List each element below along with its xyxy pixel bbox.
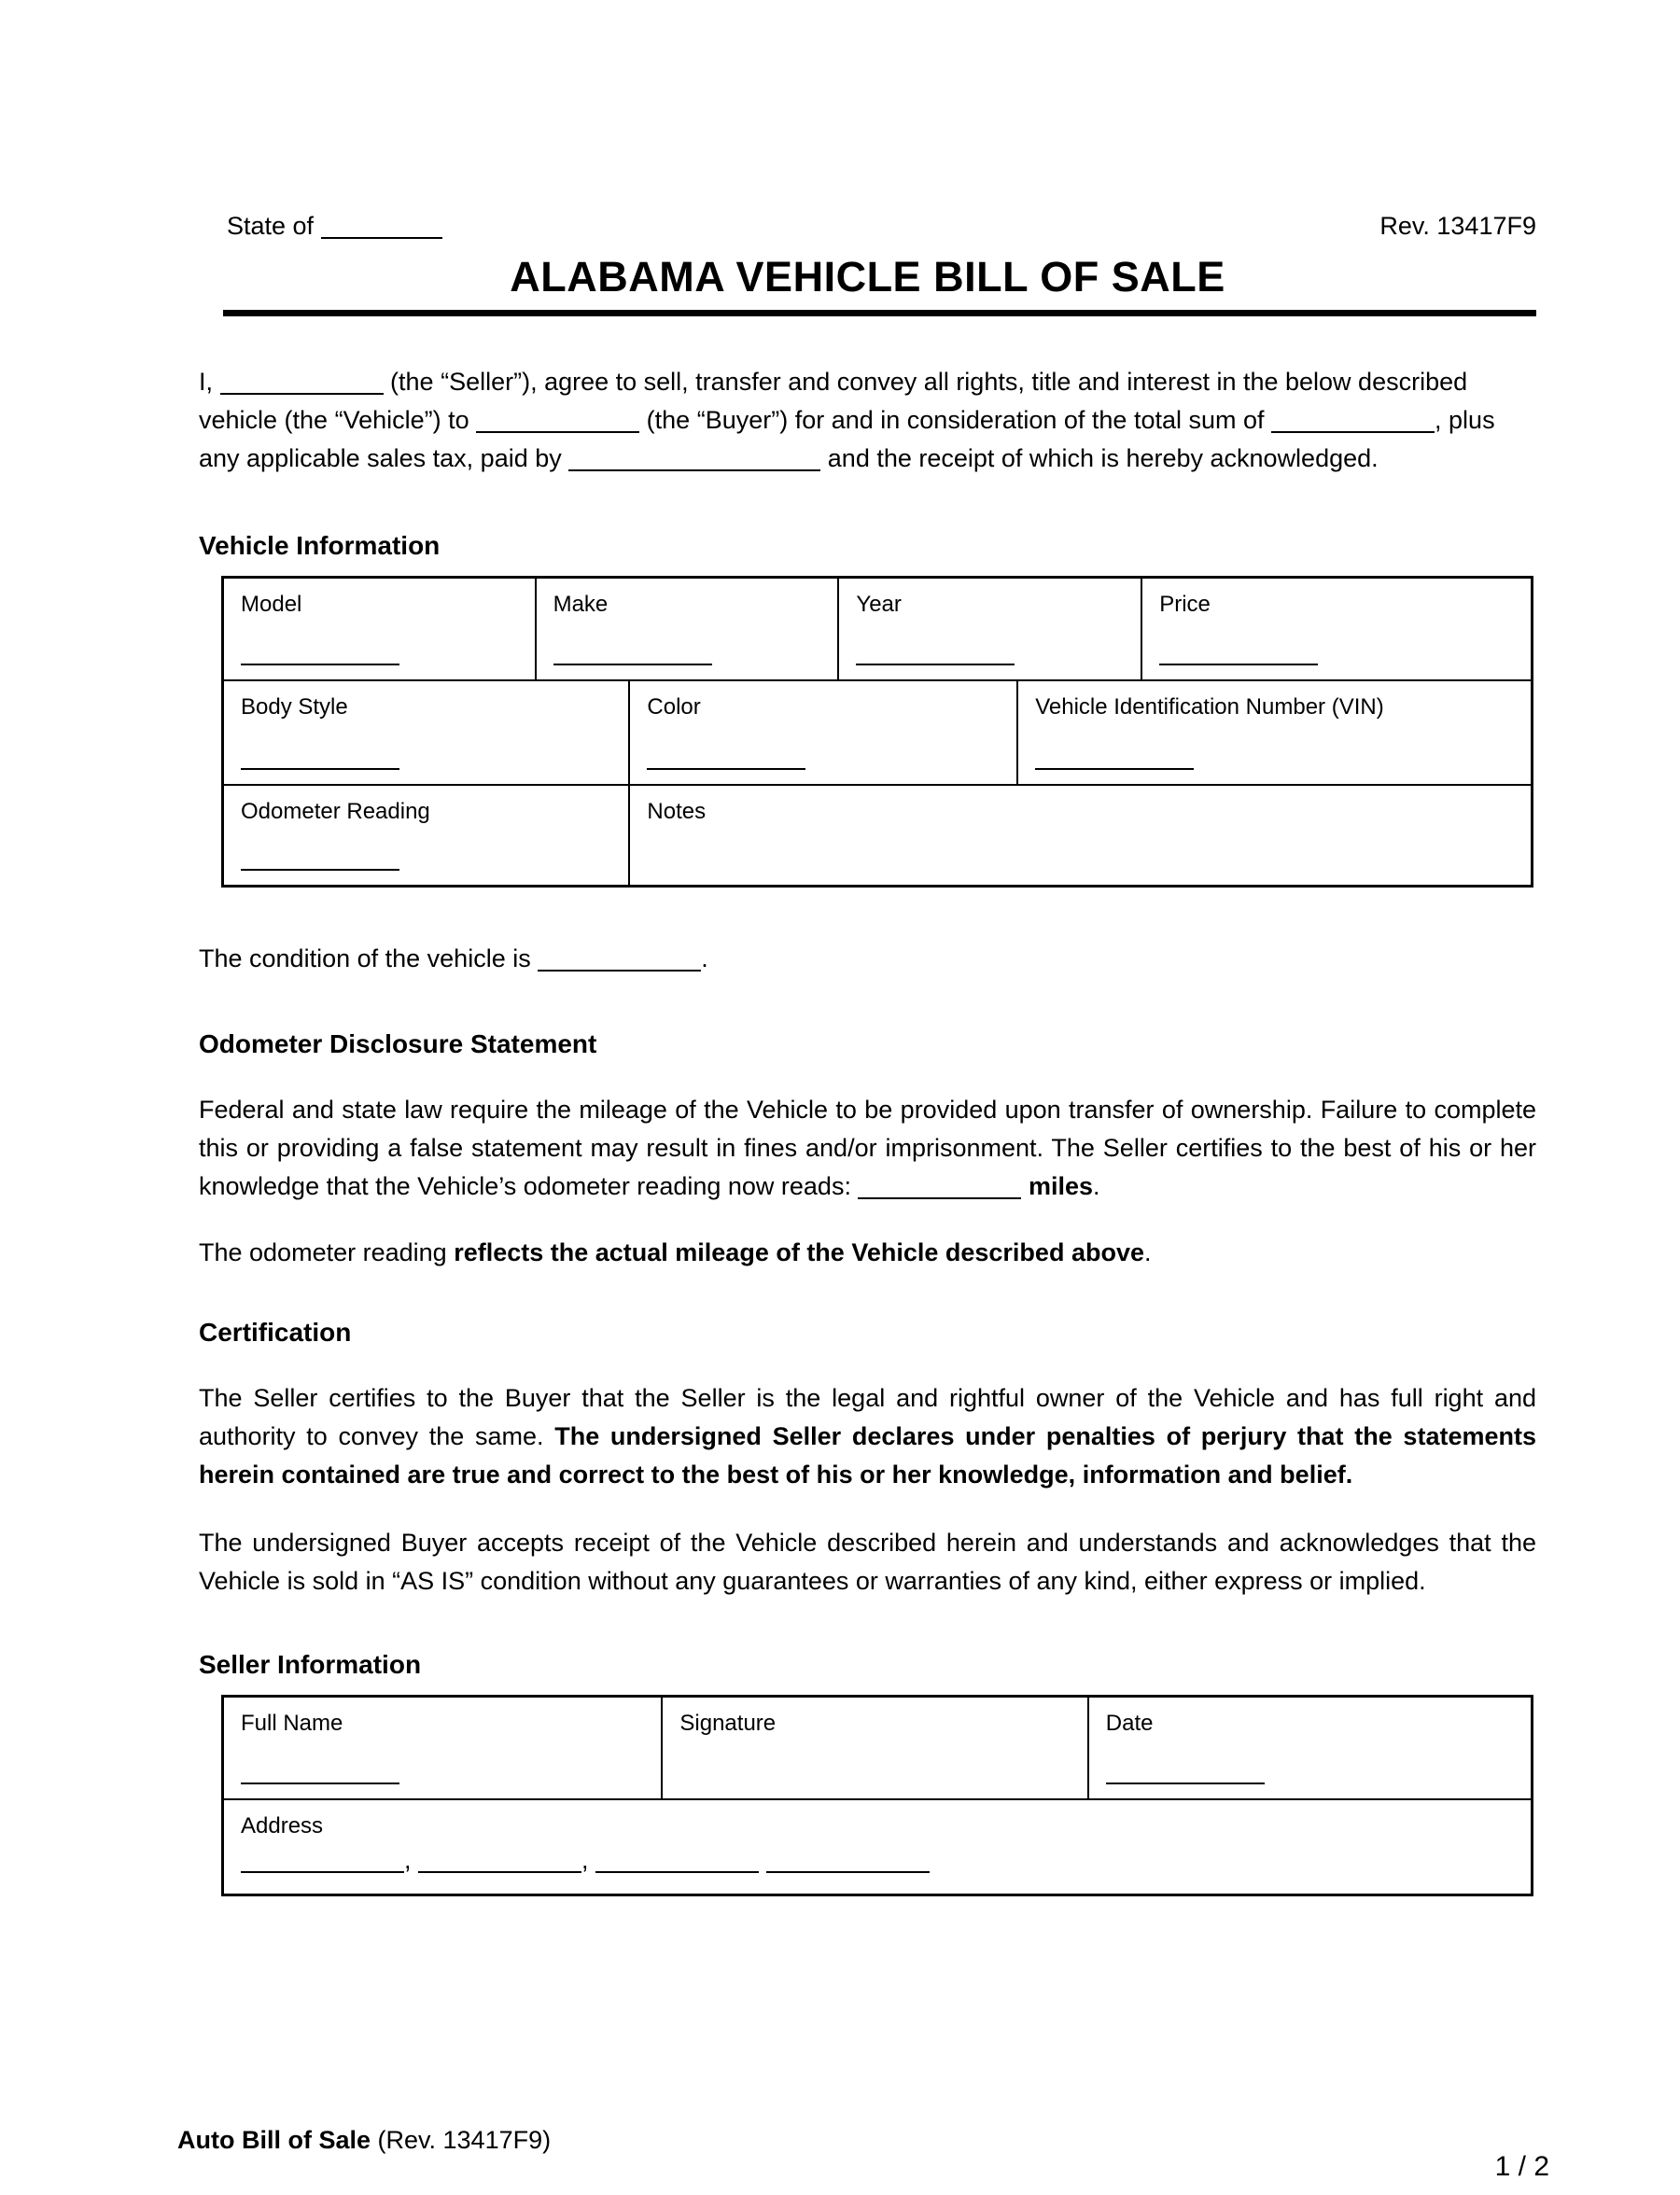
odometer-reflects-period: . (1143, 1238, 1152, 1266)
intro-paragraph (199, 363, 1536, 478)
condition-line (199, 940, 1536, 978)
address-separator-2: , (581, 1846, 589, 1874)
document-footer (177, 2121, 551, 2160)
payment-method-blank (568, 449, 820, 471)
full-name-cell (224, 1698, 663, 1798)
certification-bold: The undersigned Seller declares under penalties of perjury that the statements herein contained are true and correct to the best of his or her knowledge, information and belief. (199, 1422, 1536, 1489)
address-separator-1: , (404, 1846, 412, 1874)
model-cell (224, 579, 537, 679)
sale-amount-blank (1271, 411, 1435, 433)
seller-table-row-2 (224, 1800, 1531, 1894)
make-blank (553, 643, 712, 665)
intro-text-1: I, (199, 368, 214, 396)
odometer-period: . (1093, 1172, 1100, 1200)
address-zip-blank (766, 1851, 930, 1873)
price-cell (1142, 579, 1531, 679)
vin-label: Vehicle Identification Number (VIN) (1035, 694, 1384, 720)
page-number: 1 / 2 (1494, 2151, 1549, 2182)
intro-text-3: (the “Buyer”) for and in consideration of the total sum of (646, 406, 1265, 434)
model-label: Model (241, 592, 302, 617)
signature-cell (663, 1698, 1088, 1798)
full-name-blank (241, 1762, 399, 1784)
seller-table-row-1 (224, 1698, 1531, 1800)
odometer-text-1: Federal and state law require the mileage of the Vehicle to be provided upon transfer of ownership. Failure to complete this or providing a false statement may result in fines and/or imprisonment. The Seller certifies to the best of his or her knowledge that the Vehicle’s odometer reading now reads: (199, 1096, 1536, 1200)
model-blank (241, 643, 399, 665)
document-title: ALABAMA VEHICLE BILL OF SALE (510, 253, 1225, 301)
odometer-reflects-line (199, 1234, 1536, 1272)
certification-paragraph (199, 1379, 1536, 1494)
odometer-miles-blank (858, 1177, 1021, 1199)
price-label: Price (1159, 592, 1211, 617)
notes-cell (630, 786, 1531, 885)
intro-text-5: and the receipt of which is hereby acknowledged. (827, 444, 1379, 472)
footer-title: Auto Bill of Sale (177, 2126, 371, 2154)
state-of-blank (321, 217, 442, 239)
date-blank (1106, 1762, 1265, 1784)
odometer-reflects-normal: The odometer reading (199, 1238, 447, 1266)
seller-information-heading: Seller Information (199, 1650, 422, 1679)
vehicle-table-row-3 (224, 786, 1531, 885)
make-cell (537, 579, 840, 679)
condition-text: The condition of the vehicle is (199, 944, 531, 972)
odometer-reflects-bold: reflects the actual mileage of the Vehicle described above (454, 1238, 1144, 1266)
condition-period: . (701, 944, 708, 972)
document-header (199, 207, 1536, 245)
color-label: Color (647, 694, 701, 720)
vehicle-table-row-1 (224, 579, 1531, 681)
condition-blank (538, 949, 701, 972)
odometer-disclosure-heading: Odometer Disclosure Statement (199, 1029, 597, 1058)
address-label: Address (241, 1813, 324, 1838)
year-blank (856, 643, 1015, 665)
address-cell (224, 1800, 1531, 1894)
certification-heading: Certification (199, 1318, 352, 1347)
odometer-disclosure-paragraph (199, 1091, 1536, 1206)
odometer-miles-word: miles (1029, 1172, 1094, 1200)
certification-normal: The Seller certifies to the Buyer that the Seller is the legal and rightful owner of the Vehicle and has full right and authority to convey the same. (199, 1384, 1536, 1450)
address-street-blank (241, 1851, 404, 1873)
state-of-field (227, 207, 442, 245)
body-style-blank (241, 748, 399, 770)
body-style-cell (224, 681, 630, 784)
year-cell (839, 579, 1142, 679)
address-state-blank (595, 1851, 759, 1873)
seller-name-blank (220, 372, 384, 395)
odometer-reading-blank (241, 848, 399, 871)
notes-label: Notes (647, 799, 707, 824)
state-of-label: State of (227, 212, 315, 240)
color-blank (647, 748, 805, 770)
price-blank (1159, 643, 1318, 665)
vehicle-table-row-2 (224, 681, 1531, 786)
odometer-reading-cell (224, 786, 630, 885)
intro-text-2: (the “Seller”), agree to sell, transfer and convey all rights, title and interest in the below described vehicle (the “Vehicle”) to (199, 368, 1468, 434)
address-city-blank (418, 1851, 581, 1873)
vin-blank (1035, 748, 1194, 770)
buyer-name-blank (476, 411, 639, 433)
revision-label: Rev. 13417F9 (1379, 212, 1536, 240)
date-cell (1089, 1698, 1531, 1798)
date-label: Date (1105, 1711, 1154, 1736)
vehicle-information-table (221, 576, 1533, 888)
make-label: Make (553, 592, 609, 617)
color-cell (630, 681, 1018, 784)
signature-label: Signature (679, 1711, 777, 1736)
vehicle-information-heading: Vehicle Information (199, 531, 441, 560)
seller-information-table (221, 1695, 1533, 1896)
buyer-acceptance-paragraph: The undersigned Buyer accepts receipt of the Vehicle described herein and understands and acknowledges that the Vehicle is sold in “AS IS” condition without any guarantees or warranties of any kind, either express or implied. (199, 1529, 1536, 1595)
title-rule (223, 310, 1536, 316)
address-blanks-line (241, 1841, 1514, 1880)
odometer-reading-label: Odometer Reading (241, 799, 430, 824)
vin-cell (1018, 681, 1531, 784)
full-name-label: Full Name (241, 1711, 343, 1736)
body-style-label: Body Style (241, 694, 348, 720)
intro-text-4: , plus any applicable sales tax, paid by (199, 406, 1495, 472)
year-label: Year (856, 592, 902, 617)
footer-revision: (Rev. 13417F9) (371, 2126, 552, 2154)
